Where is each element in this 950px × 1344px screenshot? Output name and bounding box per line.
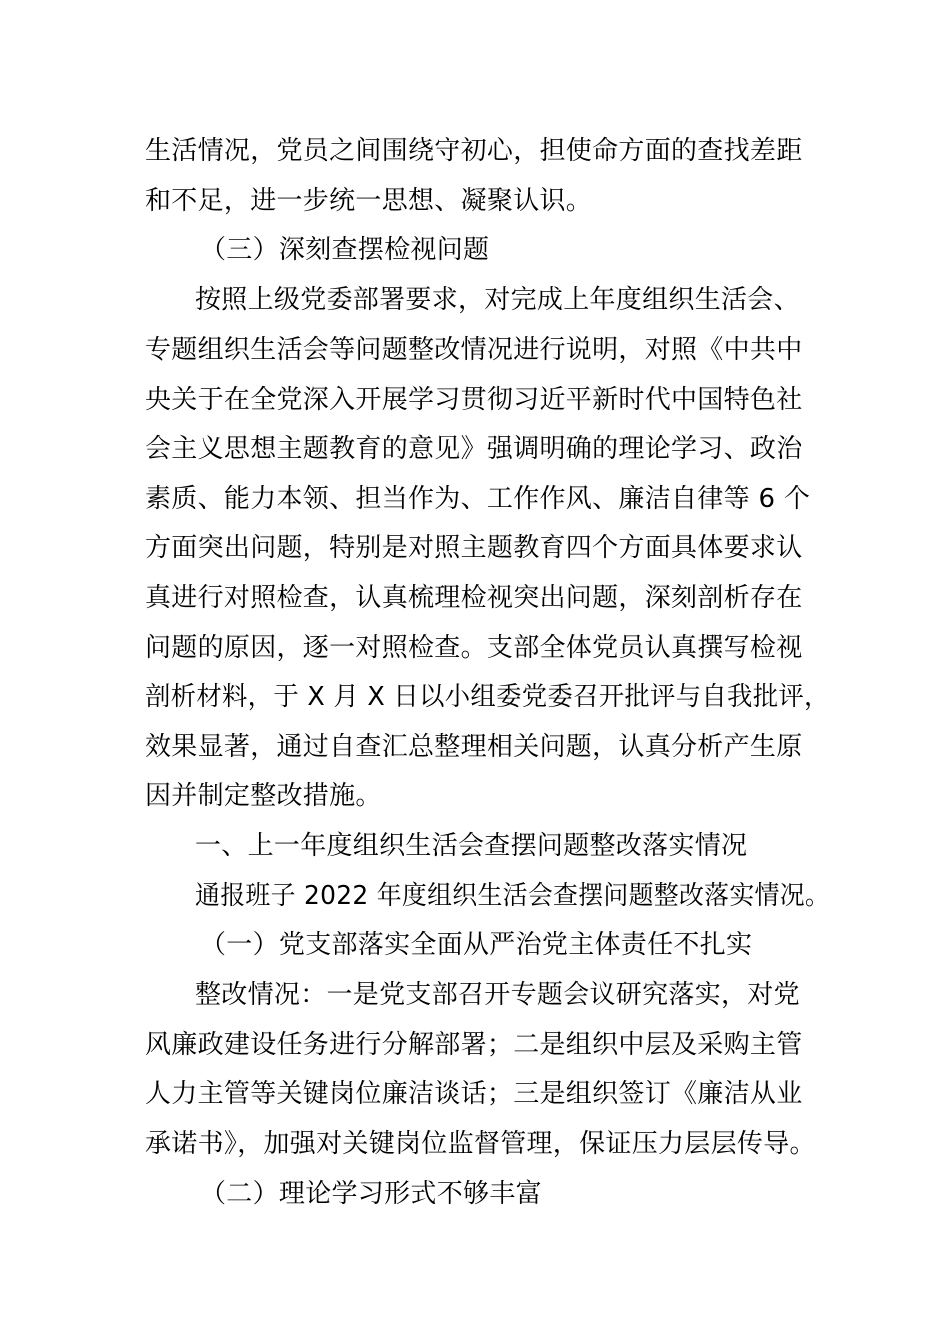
section-heading: （一）党支部落实全面从严治党主体责任不扎实: [200, 930, 753, 960]
text-line: 承诺书》，加强对关键岗位监督管理，保证压力层层传导。: [145, 1129, 816, 1159]
text-line: 生活情况，党员之间围绕守初心，担使命方面的查找差距: [145, 136, 803, 166]
text-line: 问题的原因，逐一对照检查。支部全体党员认真撰写检视: [145, 633, 803, 663]
text-line: 按照上级党委部署要求，对完成上年度组织生活会、: [195, 285, 800, 315]
text-line: 方面突出问题，特别是对照主题教育四个方面具体要求认: [145, 533, 803, 563]
text-line: 央关于在全党深入开展学习贯彻习近平新时代中国特色社: [145, 385, 803, 415]
section-heading: （二）理论学习形式不够丰富: [200, 1179, 542, 1209]
text-line: 因并制定整改措施。: [145, 781, 382, 811]
text-line: 素质、能力本领、担当作为、工作作风、廉洁自律等 6 个: [145, 484, 811, 514]
text-line: 剖析材料，于 X 月 X 日以小组委党委召开批评与自我批评，: [145, 682, 830, 712]
text-line: 人力主管等关键岗位廉洁谈话；三是组织签订《廉洁从业: [145, 1079, 803, 1109]
text-line: 真进行对照检查，认真梳理检视突出问题，深刻剖析存在: [145, 583, 803, 613]
text-line: 整改情况：一是党支部召开专题会议研究落实，对党: [195, 980, 800, 1010]
text-line: 专题组织生活会等问题整改情况进行说明，对照《中共中: [145, 335, 803, 365]
section-heading: 一、上一年度组织生活会查摆问题整改落实情况: [195, 831, 748, 861]
text-line: 通报班子 2022 年度组织生活会查摆问题整改落实情况。: [195, 881, 831, 911]
text-line: 会主义思想主题教育的意见》强调明确的理论学习、政治: [145, 434, 803, 464]
text-line: 和不足，进一步统一思想、凝聚认识。: [145, 186, 593, 216]
text-line: 效果显著，通过自查汇总整理相关问题，认真分析产生原: [145, 732, 803, 762]
text-line: 风廉政建设任务进行分解部署；二是组织中层及采购主管: [145, 1030, 803, 1060]
section-heading: （三）深刻查摆检视问题: [200, 235, 490, 265]
